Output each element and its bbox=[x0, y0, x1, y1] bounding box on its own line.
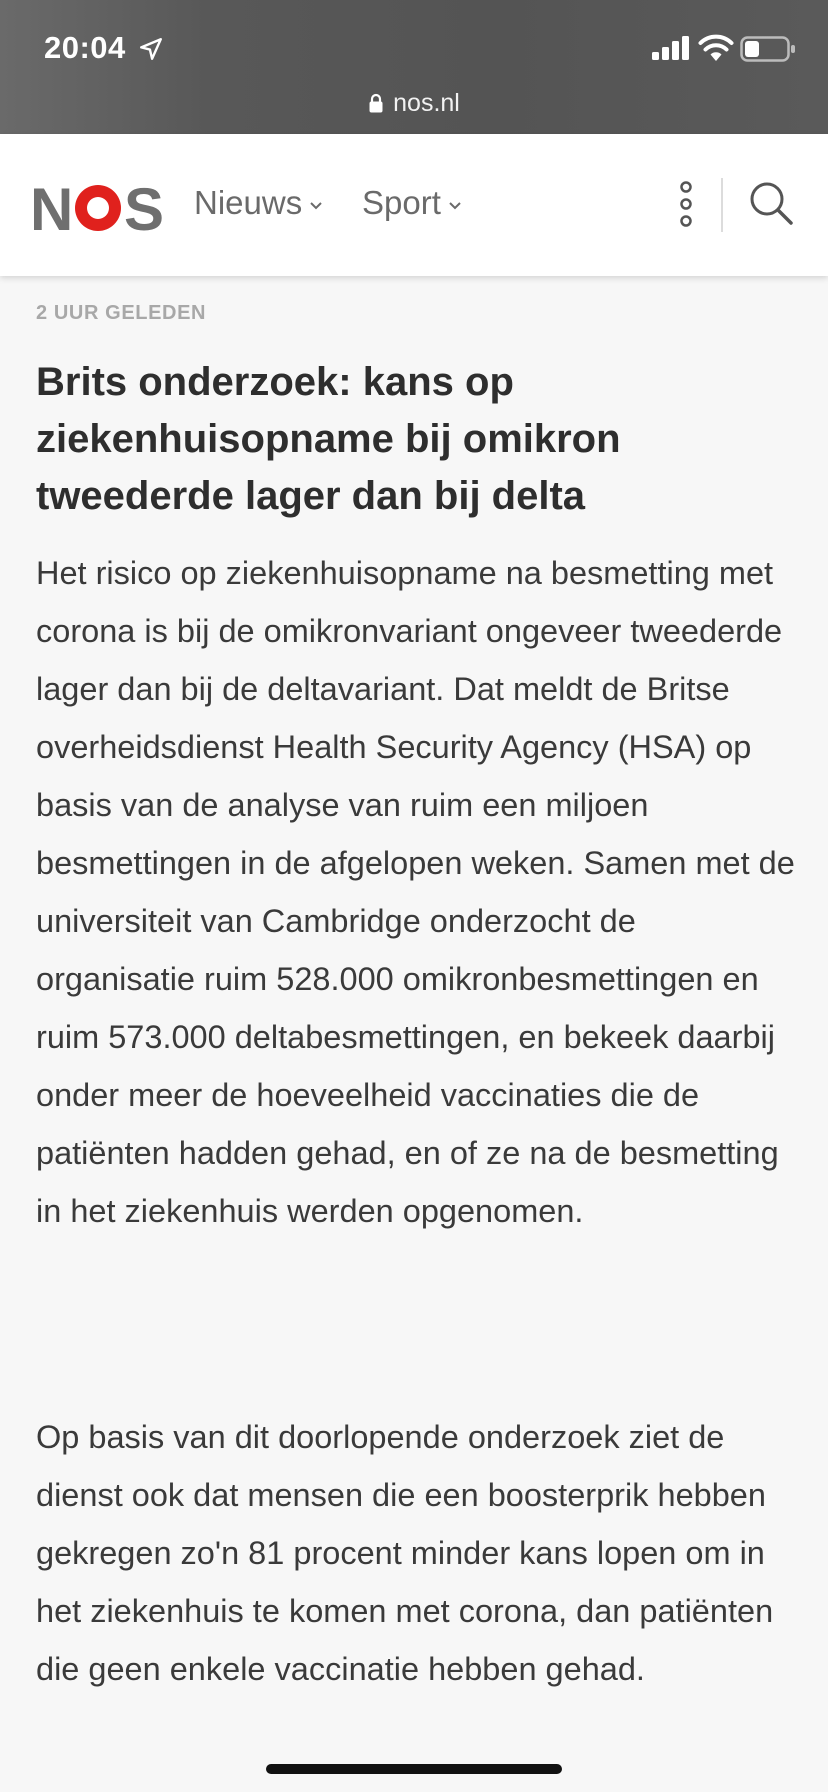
url-domain: nos.nl bbox=[393, 88, 460, 117]
nav-nieuws-label: Nieuws bbox=[194, 184, 303, 221]
search-icon[interactable] bbox=[748, 180, 794, 226]
article-headline: Brits onderzoek: kans op ziekenhuisopname bij omikron tweederde lager dan bij delta bbox=[36, 360, 621, 518]
lock-icon bbox=[368, 93, 384, 113]
nav-nieuws[interactable] bbox=[194, 184, 323, 222]
nav-sport[interactable] bbox=[362, 184, 462, 222]
battery-icon bbox=[740, 35, 796, 63]
article-paragraph: Op basis van dit doorlopende onderzoek ziet de dienst ook dat mensen die een boosterprik hebben gekregen zo'n 81 procent minder kans lopen om in het ziekenhuis te komen met corona, dan patiënten die geen enkele vaccinatie hebben gehad. bbox=[36, 1419, 774, 1687]
site-header bbox=[0, 134, 828, 276]
article-timestamp: 2 UUR GELEDEN bbox=[36, 302, 207, 324]
chevron-down-icon bbox=[448, 201, 462, 211]
article-paragraph: Het risico op ziekenhuisopname na besmetting met corona is bij de omikronvariant ongeveer tweederde lager dan bij de deltavariant. Dat meldt de Britse overheidsdienst Health Security Agency (HSA) op basis van de analyse van ruim een miljoen besmettingen in de afgelopen weken. Samen met de universiteit van Cambridge onderzocht de organisatie ruim 528.000 omikronbesmettingen en ruim 573.000 deltabesmettingen, en bekeek daarbij onder meer de hoeveelheid vaccinaties die de patiënten hadden gehad, en of ze na de besmetting in het ziekenhuis werden opgenomen. bbox=[36, 555, 795, 1229]
status-time: 20:04 bbox=[44, 30, 126, 65]
url-bar[interactable] bbox=[0, 86, 828, 120]
wifi-icon bbox=[698, 34, 734, 62]
more-vertical-icon[interactable] bbox=[674, 180, 698, 228]
chevron-down-icon bbox=[309, 201, 323, 211]
browser-top-bar bbox=[0, 0, 828, 134]
header-divider bbox=[721, 178, 723, 232]
location-arrow-icon bbox=[138, 36, 164, 62]
svg-text:N: N bbox=[30, 180, 71, 236]
nav-sport-label: Sport bbox=[362, 184, 441, 221]
signal-icon bbox=[652, 36, 692, 60]
svg-text:S: S bbox=[124, 180, 164, 236]
home-indicator[interactable] bbox=[266, 1764, 562, 1774]
nos-logo[interactable] bbox=[30, 180, 164, 236]
